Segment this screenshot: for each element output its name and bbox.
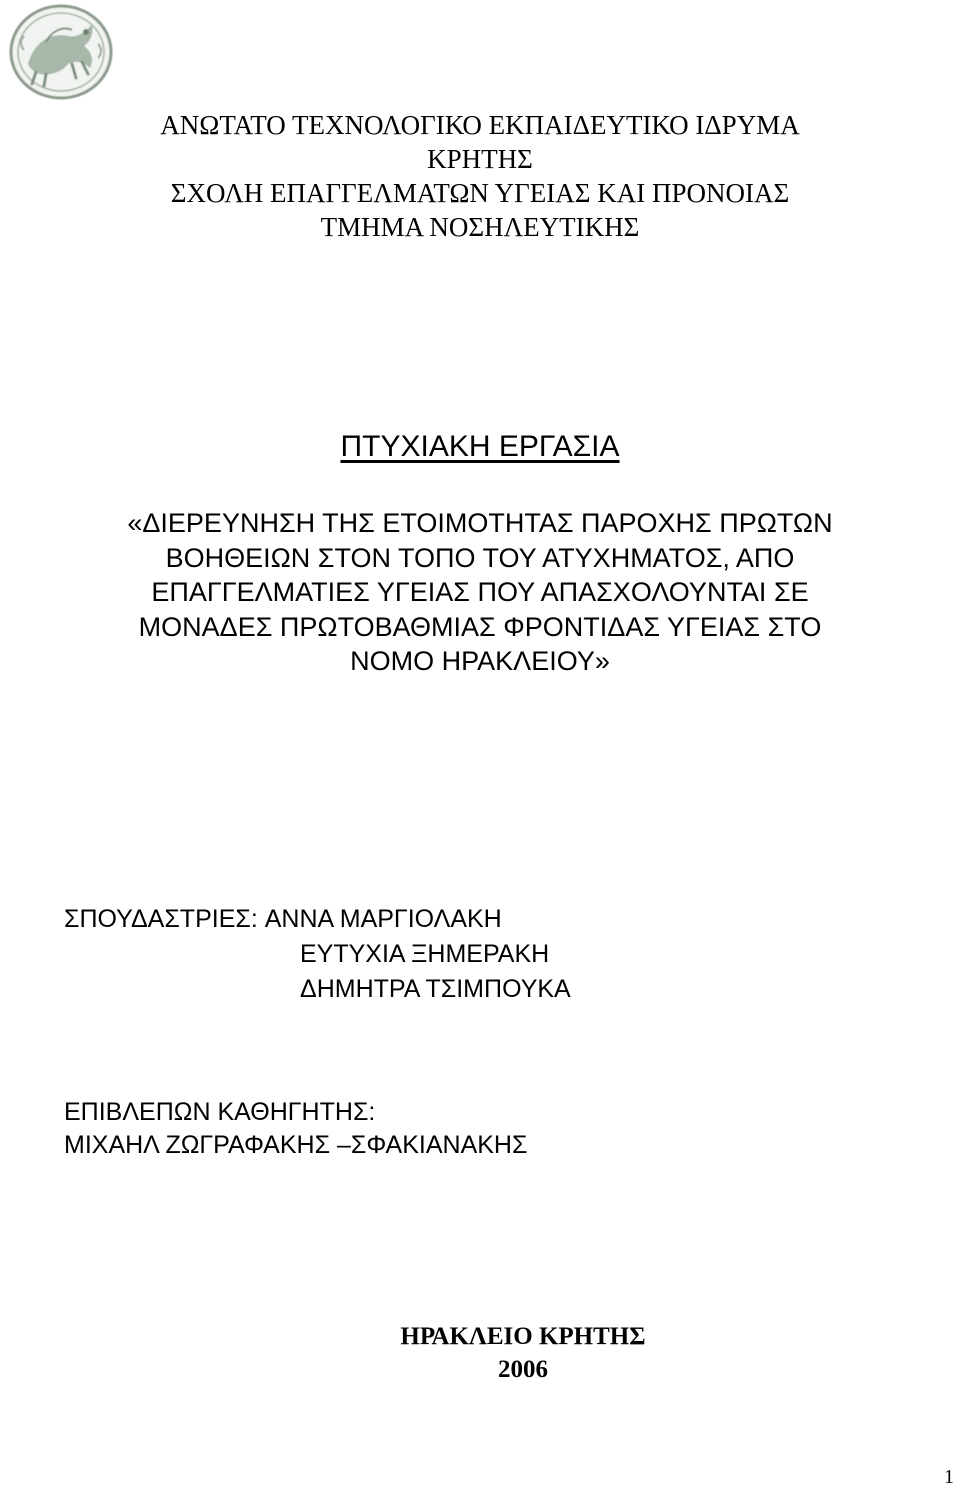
institution-seal-icon [6,2,116,102]
student-name: ΑΝΝΑ ΜΑΡΓΙΟΛΑΚΗ [264,905,502,933]
supervisor-name: ΜΙΧΑΗΛ ΖΩΓΡΑΦΑΚΗΣ –ΣΦΑΚΙΑΝΑΚΗΣ [64,1131,528,1159]
student-name: ΕΥΤΥΧΙΑ ΞΗΜΕΡΑΚΗ [300,940,550,968]
year: 2006 [498,1356,548,1383]
students-section [64,902,571,1007]
title-line: «ΔΙΕΡΕΥΝΗΣΗ ΤΗΣ ΕΤΟΙΜΟΤΗΤΑΣ ΠΑΡΟΧΗΣ ΠΡΩΤΩΝ [127,508,833,538]
title-line: ΜΟΝΑΔΕΣ ΠΡΩΤΟΒΑΘΜΙΑΣ ΦΡΟΝΤΙΔΑΣ ΥΓΕΙΑΣ ΣΤΟ [138,611,822,642]
title-line: ΒΟΗΘΕΙΩΝ ΣΤΟΝ ΤΟΠΟ ΤΟΥ ΑΤΥΧΗΜΑΤΟΣ, ΑΠΟ [165,542,795,573]
title-line: ΕΠΑΓΓΕΛΜΑΤΙΕΣ ΥΓΕΙΑΣ ΠΟΥ ΑΠΑΣΧΟΛΟΥΝΤΑΙ ΣΕ [151,577,809,607]
supervisor-label: ΕΠΙΒΛΕΠΩΝ ΚΑΘΗΓΗΤΗΣ: [64,1098,376,1126]
institution-header [0,108,960,244]
place-and-year [0,1320,960,1386]
thesis-label: ΠΤΥΧΙΑΚΗ ΕΡΓΑΣΙΑ [340,430,620,463]
student-name: ΔΗΜΗΤΡΑ ΤΣΙΜΠΟΥΚΑ [300,975,571,1003]
department-name: ΤΜΗΜΑ ΝΟΣΗΛΕΥΤΙΚΗΣ [320,212,640,242]
school-name: ΣΧΟΛΗ ΕΠΑΓΓΕΛΜΑΤΩΝ ΥΓΕΙΑΣ ΚΑΙ ΠΡΟΝΟΙΑΣ [170,178,790,208]
title-line: ΝΟΜΟ ΗΡΑΚΛΕΙΟΥ» [350,646,610,676]
students-label: ΣΠΟΥΔΑΣΤΡΙΕΣ: [64,905,258,933]
page-number: 1 [944,1466,954,1488]
supervisor-section [64,1096,527,1162]
thesis-title [0,506,960,679]
institution-region: ΚΡΗΤΗΣ [427,144,533,174]
institution-name: ΑΝΩΤΑΤΟ ΤΕΧΝΟΛΟΓΙΚΟ ΕΚΠΑΙΔΕΥΤΙΚΟ ΙΔΡΥΜΑ [160,110,800,140]
place: ΗΡΑΚΛΕΙΟ ΚΡΗΤΗΣ [400,1323,646,1350]
